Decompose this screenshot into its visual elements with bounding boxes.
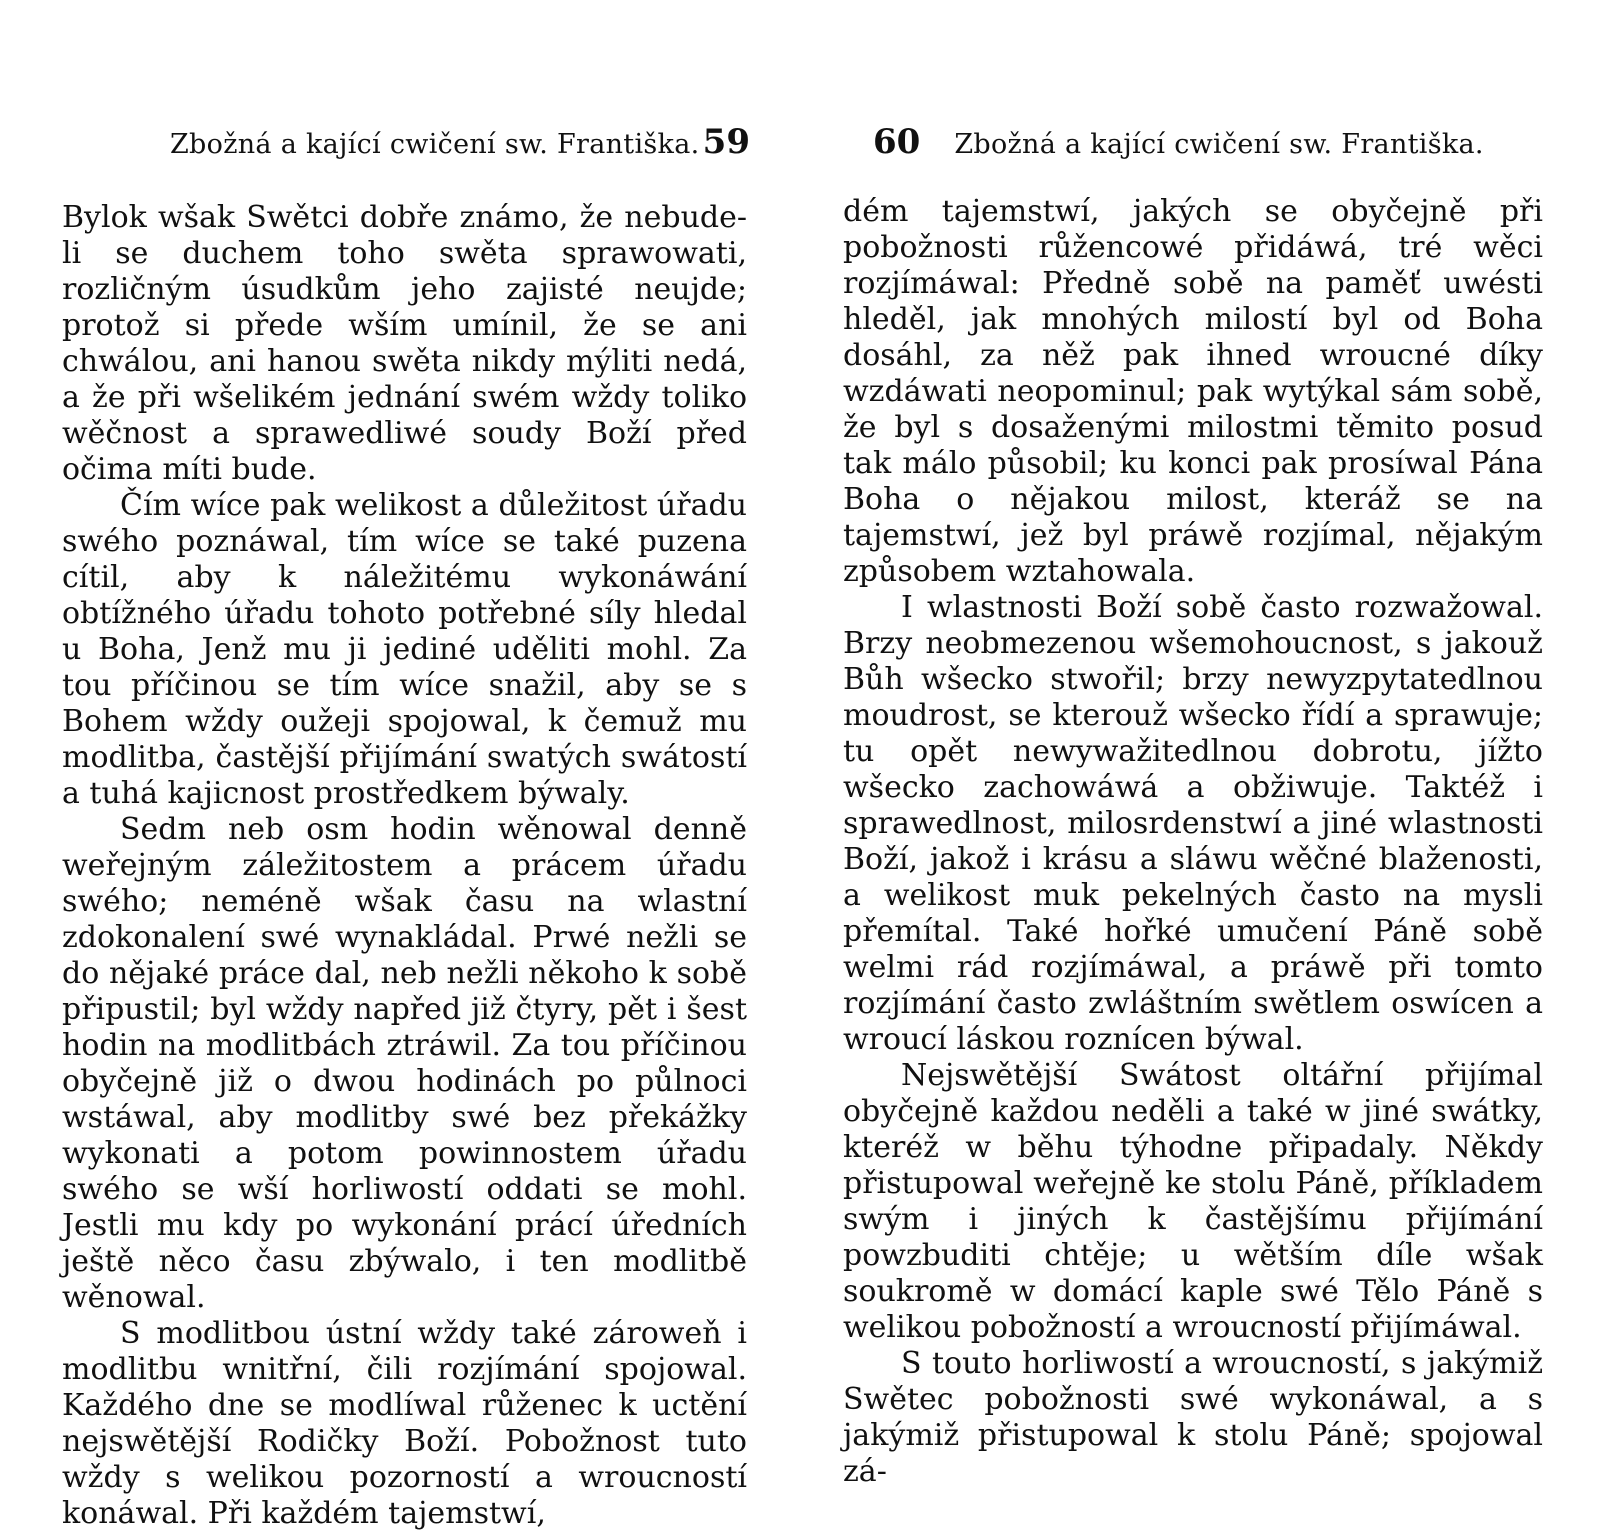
- right-header-title: Zbožná a kající cwičení sw. Františka.: [954, 129, 1484, 160]
- right-running-header: [873, 122, 1484, 162]
- left-body-text: [62, 200, 747, 1532]
- left-header-title: Zbožná a kající cwičení sw. Františka.: [170, 129, 700, 160]
- left-page-number: 59: [702, 122, 750, 162]
- left-page: [0, 0, 803, 1531]
- paragraph: I wlastnosti Boží sobě často rozwažowal. Brzy neobmezenou wšemohoucnost, s jakouž Bůh wšecko stwořil; brzy newyzpytatedlnou moudrost, se kterouž wšecko řídí a sprawuje; tu opět newywažitedlnou dobrotu, jížto wšecko zachowáwá a obžiwuje. Taktéž i sprawedlnost, milosrdenstwí a jiné wlastnosti Boží, jakož i krásu a sláwu wěčné blaženosti, a welikost muk pekelných často na mysli přemítal. Také hořké umučení Páně sobě welmi rád rozjímáwal, a práwě při tomto rozjímání často zwláštním swětlem oswícen a wroucí láskou roznícen býwal.: [843, 590, 1543, 1057]
- paragraph: Nejswětější Swátost oltářní přijímal obyčejně každou neděli a také w jiné swátky, kteréž w běhu týhodne připadaly. Někdy přistupowal weřejně ke stolu Páně, příkladem swým i jiných k častějšímu přijímání powzbuditi chtěje; u wětším díle wšak soukromě w domácí kaple swé Tělo Páně s welikou pobožností a wroucností přijímáwal.: [843, 1058, 1543, 1345]
- paragraph: dém tajemstwí, jakých se obyčejně při pobožnosti růžencowé přidáwá, tré wěci rozjímáwal: Předně sobě na paměť uwésti hleděl, jak mnohých milostí byl od Boha dosáhl, za něž pak ihned wroucné díky wzdáwati neopominul; pak wytýkal sám sobě, že byl s dosaženými milostmi těmito posud tak málo působil; ku konci pak prosíwal Pána Boha o nějakou milost, kteráž se na tajemstwí, jež byl práwě rozjímal, nějakým způsobem wztahowala.: [843, 194, 1543, 589]
- right-body-text: [843, 194, 1543, 1490]
- right-page: [803, 0, 1606, 1500]
- paragraph: Čím wíce pak welikost a důležitost úřadu swého poznáwal, tím wíce se také puzena cítil, aby k náležitému wykonáwání obtížného úřadu tohoto potřebné síly hledal u Boha, Jenž mu ji jediné uděliti mohl. Za tou příčinou se tím wíce snažil, aby se s Bohem wždy oužeji spojowal, k čemuž mu modlitba, častější přijímání swatých swátostí a tuhá kajicnost prostředkem býwaly.: [62, 488, 747, 811]
- paragraph: S touto horliwostí a wroucností, s jakýmiž Swětec pobožnosti swé wykonáwal, a s jakýmiž přistupowal k stolu Páně; spojowal zá-: [843, 1346, 1543, 1489]
- right-page-number: 60: [873, 122, 921, 162]
- left-running-header: [170, 122, 750, 162]
- paragraph: Bylok wšak Swětci dobře známo, že nebude-li se duchem toho swěta sprawowati, rozličným úsudkům jeho zajisté neujde; protož si přede wším umínil, že se ani chwálou, ani hanou swěta nikdy mýliti nedá, a že při wšelikém jednání swém wždy toliko wěčnost a sprawedliwé soudy Boží před očima míti bude.: [62, 200, 747, 487]
- paragraph: Sedm neb osm hodin wěnowal denně weřejným záležitostem a prácem úřadu swého; neméně wšak času na wlastní zdokonalení swé wynakládal. Prwé nežli se do nějaké práce dal, neb nežli někoho k sobě připustil; byl wždy napřed již čtyry, pět i šest hodin na modlitbách ztráwil. Za tou příčinou obyčejně již o dwou hodinách po půlnoci wstáwal, aby modlitby swé bez překážky wykonati a potom powinnostem úřadu swého se wší horliwostí oddati se mohl. Jestli mu kdy po wykonání prácí úředních ještě něco času zbýwalo, i ten modlitbě wěnowal.: [62, 812, 747, 1315]
- paragraph: S modlitbou ústní wždy také zároweň i modlitbu wnitřní, čili rozjímání spojowal. Každého dne se modlíwal růženec k uctění nejswětější Rodičky Boží. Pobožnost tuto wždy s welikou pozorností a wroucností konáwal. Při každém tajemstwí,: [62, 1316, 747, 1531]
